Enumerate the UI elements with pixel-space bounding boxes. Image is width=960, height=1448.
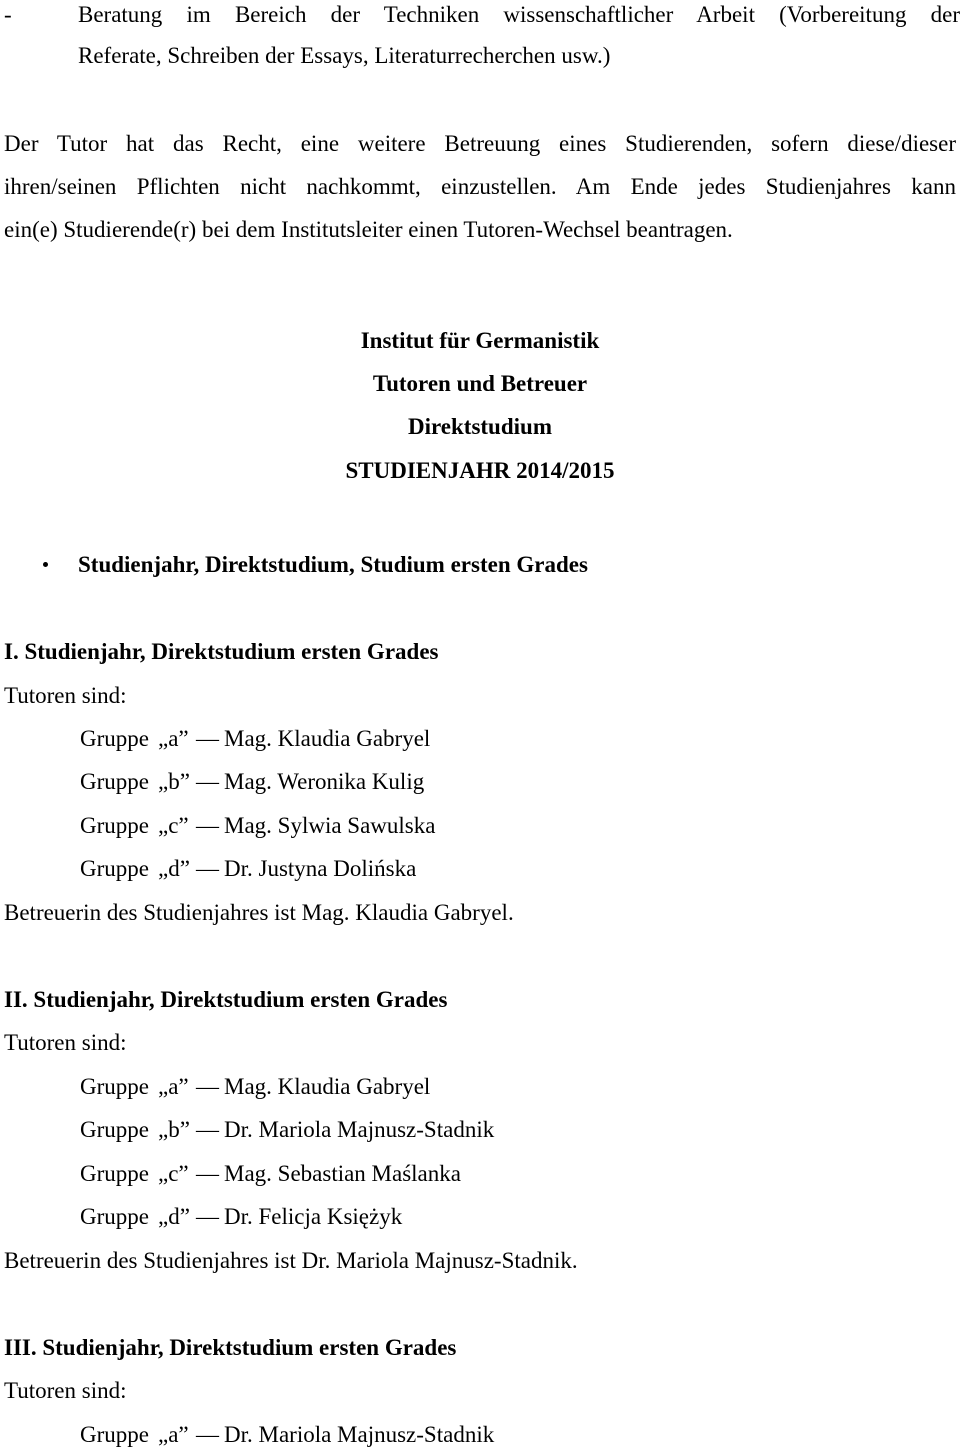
group-label: Gruppe <box>80 1161 149 1186</box>
intro-line-1: Beratung im Bereich der Techniken wissenschaftlicher Arbeit (Vorbereitung der <box>78 2 960 27</box>
paragraph-line-3: ein(e) Studierende(r) bei dem Institutsleiter einen Tutoren-Wechsel beantragen. <box>4 217 733 242</box>
group-letter: „b” <box>158 769 190 794</box>
betreuer-line: Betreuerin des Studienjahres ist Dr. Mariola Majnusz-Stadnik. <box>4 1248 578 1273</box>
tutor-name: Mag. Klaudia Gabryel <box>224 1074 431 1099</box>
group-dash: — <box>196 856 219 881</box>
group-dash: — <box>196 813 219 838</box>
group-row <box>80 1423 494 1446</box>
group-row <box>80 1162 461 1185</box>
group-dash: — <box>196 1422 219 1447</box>
group-row <box>80 727 430 750</box>
group-label: Gruppe <box>80 726 149 751</box>
dash-marker: - <box>4 2 12 27</box>
group-label: Gruppe <box>80 813 149 838</box>
group-dash: — <box>196 1161 219 1186</box>
heading-tutors: Tutoren und Betreuer <box>372 371 588 396</box>
tutor-name: Dr. Mariola Majnusz-Stadnik <box>224 1422 495 1447</box>
group-label: Gruppe <box>80 1422 149 1447</box>
group-dash: — <box>196 769 219 794</box>
group-row <box>80 857 416 880</box>
group-dash: — <box>196 726 219 751</box>
tutor-name: Dr. Justyna Dolińska <box>224 856 417 881</box>
group-dash: — <box>196 1074 219 1099</box>
group-letter: „a” <box>158 1074 189 1099</box>
tutor-name: Dr. Felicja Księżyk <box>224 1204 403 1229</box>
group-label: Gruppe <box>80 856 149 881</box>
betreuer-line: Betreuerin des Studienjahres ist Mag. Klaudia Gabryel. <box>4 900 514 925</box>
section-title: II. Studienjahr, Direktstudium ersten Grades <box>4 987 448 1012</box>
tutors-label: Tutoren sind: <box>4 1030 127 1055</box>
tutor-name: Mag. Sylwia Sawulska <box>224 813 436 838</box>
group-label: Gruppe <box>80 769 149 794</box>
bullet-heading: Studienjahr, Direktstudium, Studium ersten Grades <box>78 552 588 577</box>
heading-institute: Institut für Germanistik <box>360 328 600 353</box>
group-letter: „d” <box>158 1204 190 1229</box>
tutor-name: Mag. Weronika Kulig <box>224 769 425 794</box>
group-dash: — <box>196 1117 219 1142</box>
group-letter: „c” <box>158 813 189 838</box>
heading-direktstudium: Direktstudium <box>408 414 552 439</box>
group-row <box>80 1075 430 1098</box>
heading-studienjahr: STUDIENJAHR 2014/2015 <box>345 458 615 483</box>
tutors-label: Tutoren sind: <box>4 683 127 708</box>
group-letter: „b” <box>158 1117 190 1142</box>
paragraph-line-1: Der Tutor hat das Recht, eine weitere Betreuung eines Studierenden, sofern diese/dieser <box>4 131 956 156</box>
tutor-name: Mag. Klaudia Gabryel <box>224 726 431 751</box>
tutors-label: Tutoren sind: <box>4 1378 127 1403</box>
section-title: III. Studienjahr, Direktstudium ersten Grades <box>4 1335 457 1360</box>
group-row <box>80 814 435 837</box>
group-label: Gruppe <box>80 1204 149 1229</box>
group-label: Gruppe <box>80 1117 149 1142</box>
group-row <box>80 1205 402 1228</box>
section-title: I. Studienjahr, Direktstudium ersten Grades <box>4 639 439 664</box>
tutor-name: Dr. Mariola Majnusz-Stadnik <box>224 1117 495 1142</box>
group-row <box>80 1118 494 1141</box>
group-letter: „a” <box>158 1422 189 1447</box>
group-row <box>80 770 424 793</box>
group-letter: „d” <box>158 856 190 881</box>
group-letter: „a” <box>158 726 189 751</box>
bullet-dot <box>43 562 48 567</box>
tutor-name: Mag. Sebastian Maślanka <box>224 1161 461 1186</box>
intro-line-2: Referate, Schreiben der Essays, Literaturrecherchen usw.) <box>78 43 611 68</box>
group-dash: — <box>196 1204 219 1229</box>
group-label: Gruppe <box>80 1074 149 1099</box>
group-letter: „c” <box>158 1161 189 1186</box>
paragraph-line-2: ihren/seinen Pflichten nicht nachkommt, einzustellen. Am Ende jedes Studienjahres kann <box>4 174 956 199</box>
